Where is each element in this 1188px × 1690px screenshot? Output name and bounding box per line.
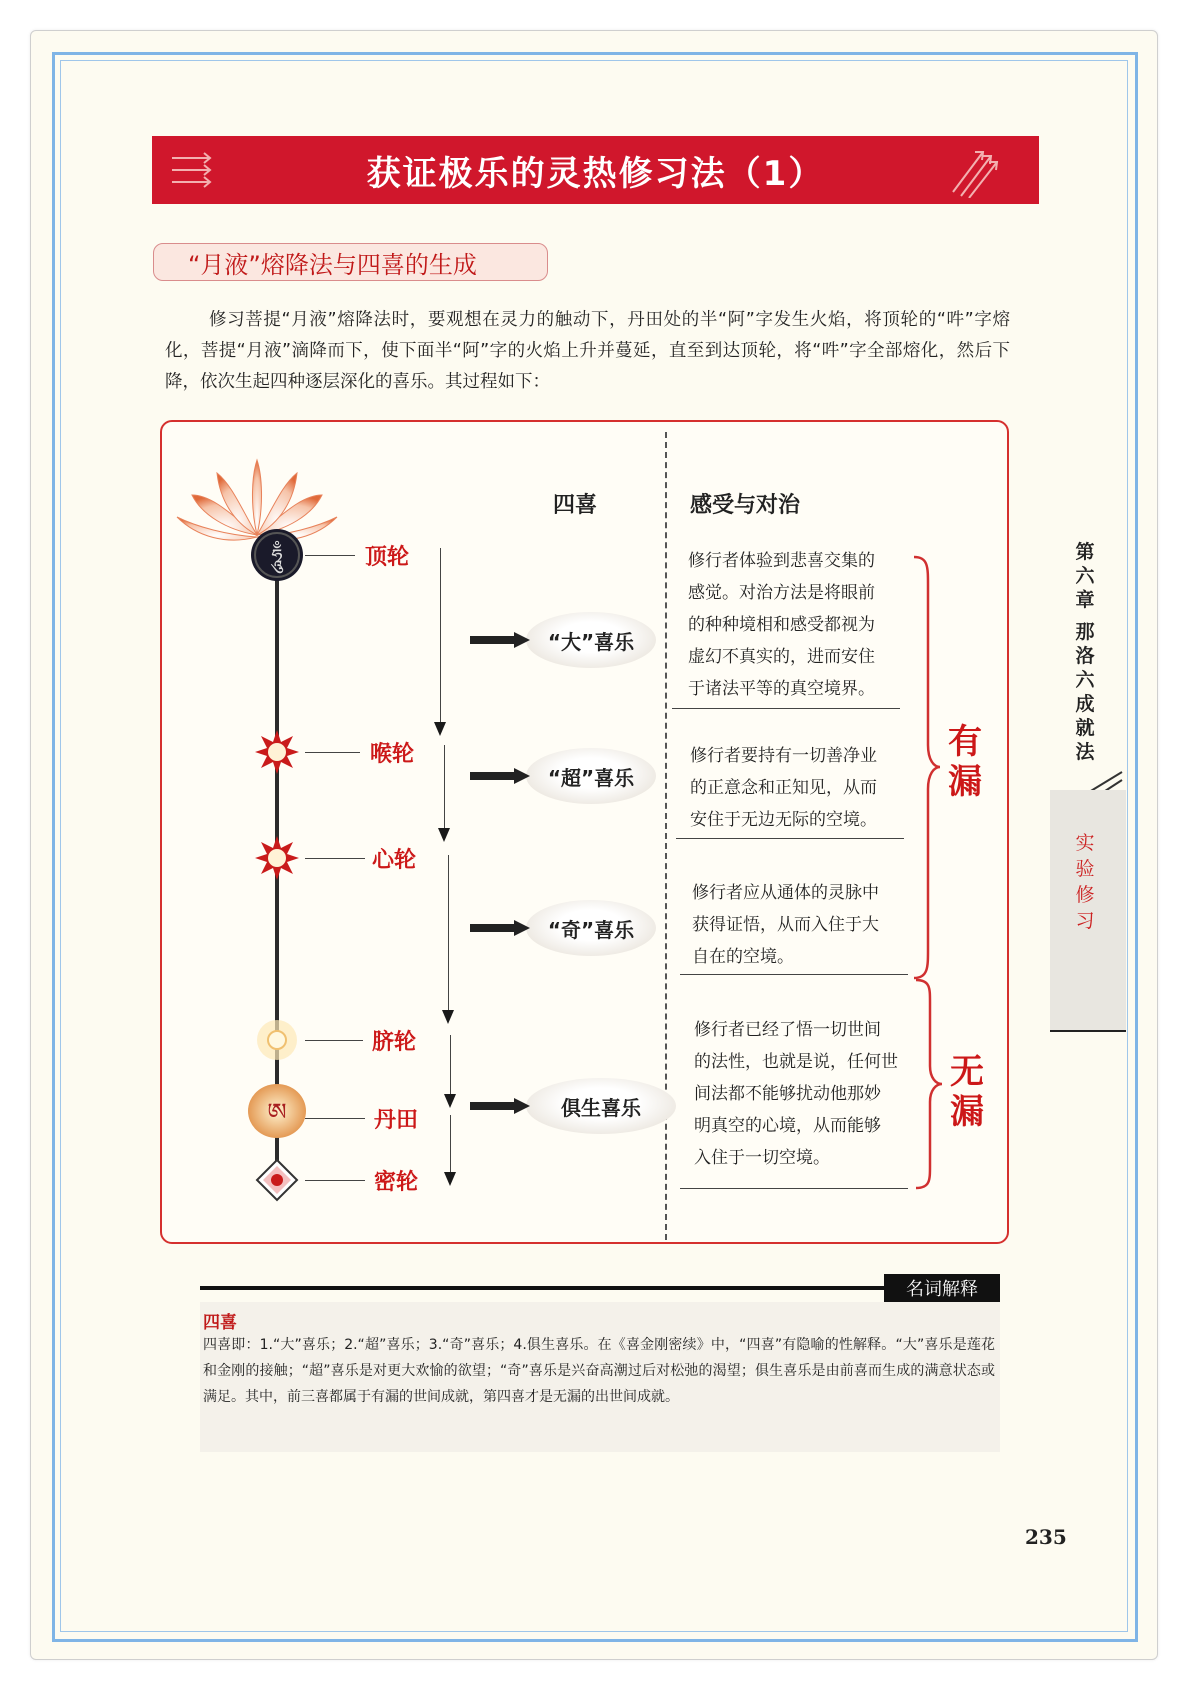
description-line: 的正意念和正知见，从而 (690, 778, 877, 798)
joy-item (470, 900, 656, 956)
chakra-line (305, 1180, 365, 1181)
intro-paragraph: 修习菩提“月液”熔降法时，要观想在灵力的触动下，丹田处的半“阿”字发生火焰，将顶轮的“吽”字熔化，菩提“月液”滴降而下，使下面半“阿”字的火焰上升并蔓延，直至到达顶轮，将“吽”字全部熔化，然后下降，依次生起四种逐层深化的喜乐。其过程如下： (165, 310, 1010, 392)
right-arrow-icon (470, 1098, 530, 1114)
down-arrow-icon (434, 722, 446, 736)
chapter-title: 那洛六成就法 (1075, 621, 1095, 763)
dantian-icon (246, 1082, 308, 1140)
description-line: 安住于无边无际的空境。 (690, 810, 877, 830)
description-line: 自在的空境。 (692, 947, 794, 967)
glossary-rule (200, 1286, 1000, 1290)
chakra-label-throat: 喉轮 (370, 742, 415, 767)
description-divider (680, 974, 908, 975)
description-line: 明真空的心境，从而能够 (694, 1116, 881, 1136)
description-line: 修行者体验到悲喜交集的 (688, 551, 875, 571)
down-arrow-icon (444, 1172, 456, 1186)
arrows-left-icon (170, 148, 214, 192)
svg-text:ཧཱུྃ: ཧཱུྃ (271, 544, 283, 568)
side-section-label: 实验修习 (1075, 832, 1095, 932)
joy-item (470, 612, 656, 668)
glossary-tag: 名词解释 (884, 1274, 1000, 1302)
joy-label: “大”喜乐 (526, 612, 656, 668)
chakra-label-navel: 脐轮 (372, 1030, 417, 1055)
descent-line (440, 548, 441, 724)
down-arrow-icon (442, 1010, 454, 1024)
right-arrow-icon (470, 632, 530, 648)
brace-top-icon (912, 555, 942, 980)
description-line: 于诸法平等的真空境界。 (688, 679, 875, 699)
description-line: 修行者要持有一切善净业 (690, 746, 877, 766)
description-line: 虚幻不真实的，进而安住 (688, 647, 875, 667)
description-line: 间法都不能够扰动他那妙 (694, 1084, 881, 1104)
page-title: 获证极乐的灵热修习法（1） (366, 153, 825, 194)
joy-item (470, 748, 656, 804)
col-header-joys: 四喜 (553, 493, 598, 518)
descent-line (444, 745, 445, 830)
section-title: “月液”熔降法与四喜的生成 (153, 243, 548, 281)
description-divider (680, 1188, 908, 1189)
right-arrow-icon (470, 920, 530, 936)
descent-line (448, 855, 449, 1010)
chakra-line (305, 1040, 363, 1041)
chakra-label-secret: 密轮 (374, 1170, 419, 1195)
chapter-number: 第六章 (1075, 541, 1095, 611)
down-arrow-icon (438, 828, 450, 842)
right-arrow-icon (470, 768, 530, 784)
description-block (692, 877, 879, 973)
brace-label-top: 有漏 (948, 722, 982, 802)
chakra-line (305, 1118, 365, 1119)
description-line: 的种种境相和感受都视为 (688, 615, 875, 635)
brace-label-bottom: 无漏 (950, 1052, 984, 1132)
joy-label: “超”喜乐 (526, 748, 656, 804)
description-block (688, 545, 875, 705)
page-number: 235 (1025, 1525, 1067, 1549)
descent-line (450, 1035, 451, 1095)
throat-chakra-icon (253, 728, 301, 776)
crown-chakra-icon (239, 527, 315, 583)
brace-bottom-icon (914, 978, 944, 1190)
description-block (694, 1014, 898, 1174)
description-line: 入住于一切空境。 (694, 1148, 830, 1168)
navel-chakra-icon (255, 1018, 299, 1062)
description-block (690, 740, 877, 836)
chakra-label-dantian: 丹田 (374, 1108, 419, 1133)
chakra-label-heart: 心轮 (372, 848, 417, 873)
description-line: 的法性，也就是说，任何世 (694, 1052, 898, 1072)
chakra-line (305, 555, 355, 556)
descent-line (450, 1115, 451, 1175)
chakra-label-crown: 顶轮 (365, 545, 410, 570)
heart-chakra-icon (253, 834, 301, 882)
description-divider (672, 708, 900, 709)
description-divider (676, 838, 904, 839)
glossary-text: 四喜即：1.“大”喜乐；2.“超”喜乐；3.“奇”喜乐；4.俱生喜乐。在《喜金刚密续》中，“四喜”有隐喻的性解释。“大”喜乐是莲花和金刚的接触；“超”喜乐是对更大欢愉的欲望；“奇”喜乐是兴奋高潮过后对松弛的渴望；俱生喜乐是由前喜而生成的满意状态或满足。其中，前三喜都属于有漏的世间成就，第四喜才是无漏的出世间成就。 (203, 1337, 995, 1405)
down-arrow-icon (444, 1094, 456, 1108)
description-line: 修行者已经了悟一切世间 (694, 1020, 881, 1040)
glossary-term: 四喜 (203, 1313, 237, 1333)
title-banner (152, 136, 1039, 204)
svg-text:ཨ: ཨ (267, 1098, 287, 1126)
chakra-line (305, 752, 360, 753)
joy-item (470, 1078, 676, 1134)
col-header-feeling: 感受与对治 (690, 493, 801, 518)
joy-label: 俱生喜乐 (526, 1078, 676, 1134)
arrows-right-icon (949, 142, 999, 198)
description-line: 获得证悟，从而入住于大 (692, 915, 879, 935)
chakra-line (305, 858, 365, 859)
description-line: 修行者应从通体的灵脉中 (692, 883, 879, 903)
side-rule (1050, 1030, 1126, 1032)
description-line: 感觉。对治方法是将眼前 (688, 583, 875, 603)
joy-label: “奇”喜乐 (526, 900, 656, 956)
secret-chakra-icon (255, 1158, 299, 1202)
